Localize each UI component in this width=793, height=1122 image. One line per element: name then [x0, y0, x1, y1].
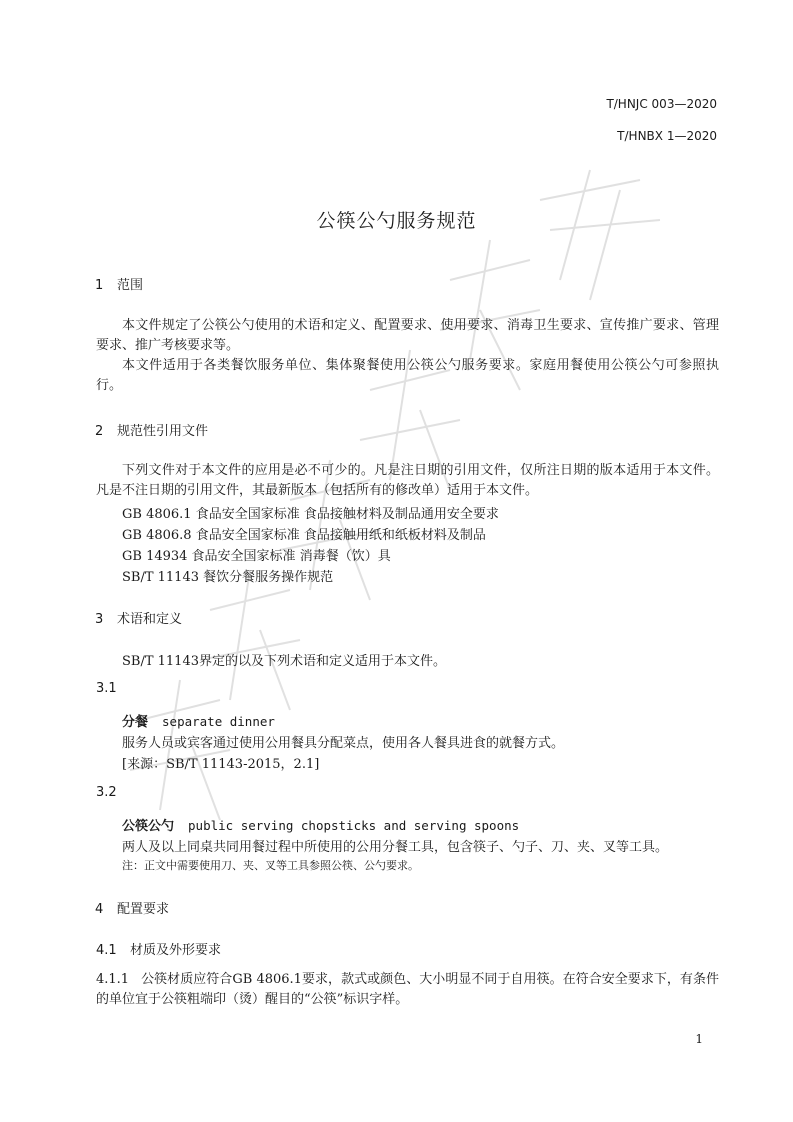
section-title: 范围 [117, 278, 144, 293]
term-name: 公筷公勺 [122, 819, 175, 834]
term-entry [122, 711, 275, 730]
clause-number: 4.1.1 [96, 972, 130, 987]
section-1-heading [95, 274, 143, 293]
term-number: 3.1 [96, 681, 117, 696]
section-number: 1 [95, 278, 104, 293]
term-definition: 服务人员或宾客通过使用公用餐具分配菜点，使用各人餐具进食的就餐方式。 [122, 736, 565, 751]
term-entry [122, 815, 519, 834]
term-english: public serving chopsticks and serving spoons [188, 818, 520, 833]
paragraph: 本文件适用于各类餐饮服务单位、集体聚餐使用公筷公勺服务要求。家庭用餐使用公筷公勺可参照执行。 [96, 358, 719, 393]
page-number: 1 [695, 1032, 703, 1046]
term-name: 分餐 [122, 715, 149, 730]
standard-number-2: T/HNBX 1—2020 [617, 129, 717, 143]
clause-text: 公筷材质应符合GB 4806.1要求，款式或颜色、大小明显不同于自用筷。在符合安全要求下，有条件的单位宜于公筷粗端印（烫）醒目的“公筷”标识字样。 [96, 972, 719, 1007]
standard-number-1: T/HNJC 003—2020 [606, 97, 717, 111]
section-number: 4 [95, 902, 104, 917]
paragraph: 下列文件对于本文件的应用是必不可少的。凡是注日期的引用文件，仅所注日期的版本适用于本文件。凡是不注日期的引用文件，其最新版本（包括所有的修改单）适用于本文件。 [96, 463, 719, 498]
paragraph: 本文件规定了公筷公勺使用的术语和定义、配置要求、使用要求、消毒卫生要求、宣传推广要求、管理要求、推广考核要求等。 [96, 318, 719, 353]
section-number: 2 [95, 424, 104, 439]
section-3-heading [95, 608, 182, 627]
subsection-title: 材质及外形要求 [130, 943, 222, 958]
section-title: 规范性引用文件 [117, 424, 209, 439]
document-title: 公筷公勺服务规范 [316, 210, 477, 232]
reference-item: GB 4806.8 食品安全国家标准 食品接触用纸和纸板材料及制品 [122, 528, 486, 543]
term-english: separate dinner [162, 714, 275, 729]
reference-item: SB/T 11143 餐饮分餐服务操作规范 [122, 570, 334, 585]
reference-item: GB 4806.1 食品安全国家标准 食品接触材料及制品通用安全要求 [122, 507, 499, 522]
section-4-heading [95, 898, 169, 917]
paragraph: SB/T 11143界定的以及下列术语和定义适用于本文件。 [122, 654, 446, 669]
reference-item: GB 14934 食品安全国家标准 消毒餐（饮）具 [122, 549, 391, 564]
subsection-number: 4.1 [96, 943, 117, 958]
subsection-heading [96, 939, 221, 958]
section-title: 配置要求 [117, 902, 170, 917]
section-2-heading [95, 420, 208, 439]
term-source: [来源：SB/T 11143-2015，2.1] [122, 757, 320, 772]
term-definition: 两人及以上同桌共同用餐过程中所使用的公用分餐工具，包含筷子、勺子、刀、夹、叉等工具。 [122, 840, 669, 855]
clause-4-1-1 [96, 970, 719, 1010]
note: 注：正文中需要使用刀、夹、叉等工具参照公筷、公勺要求。 [122, 859, 419, 872]
term-number: 3.2 [96, 785, 117, 800]
section-number: 3 [95, 612, 104, 627]
section-title: 术语和定义 [117, 612, 183, 627]
